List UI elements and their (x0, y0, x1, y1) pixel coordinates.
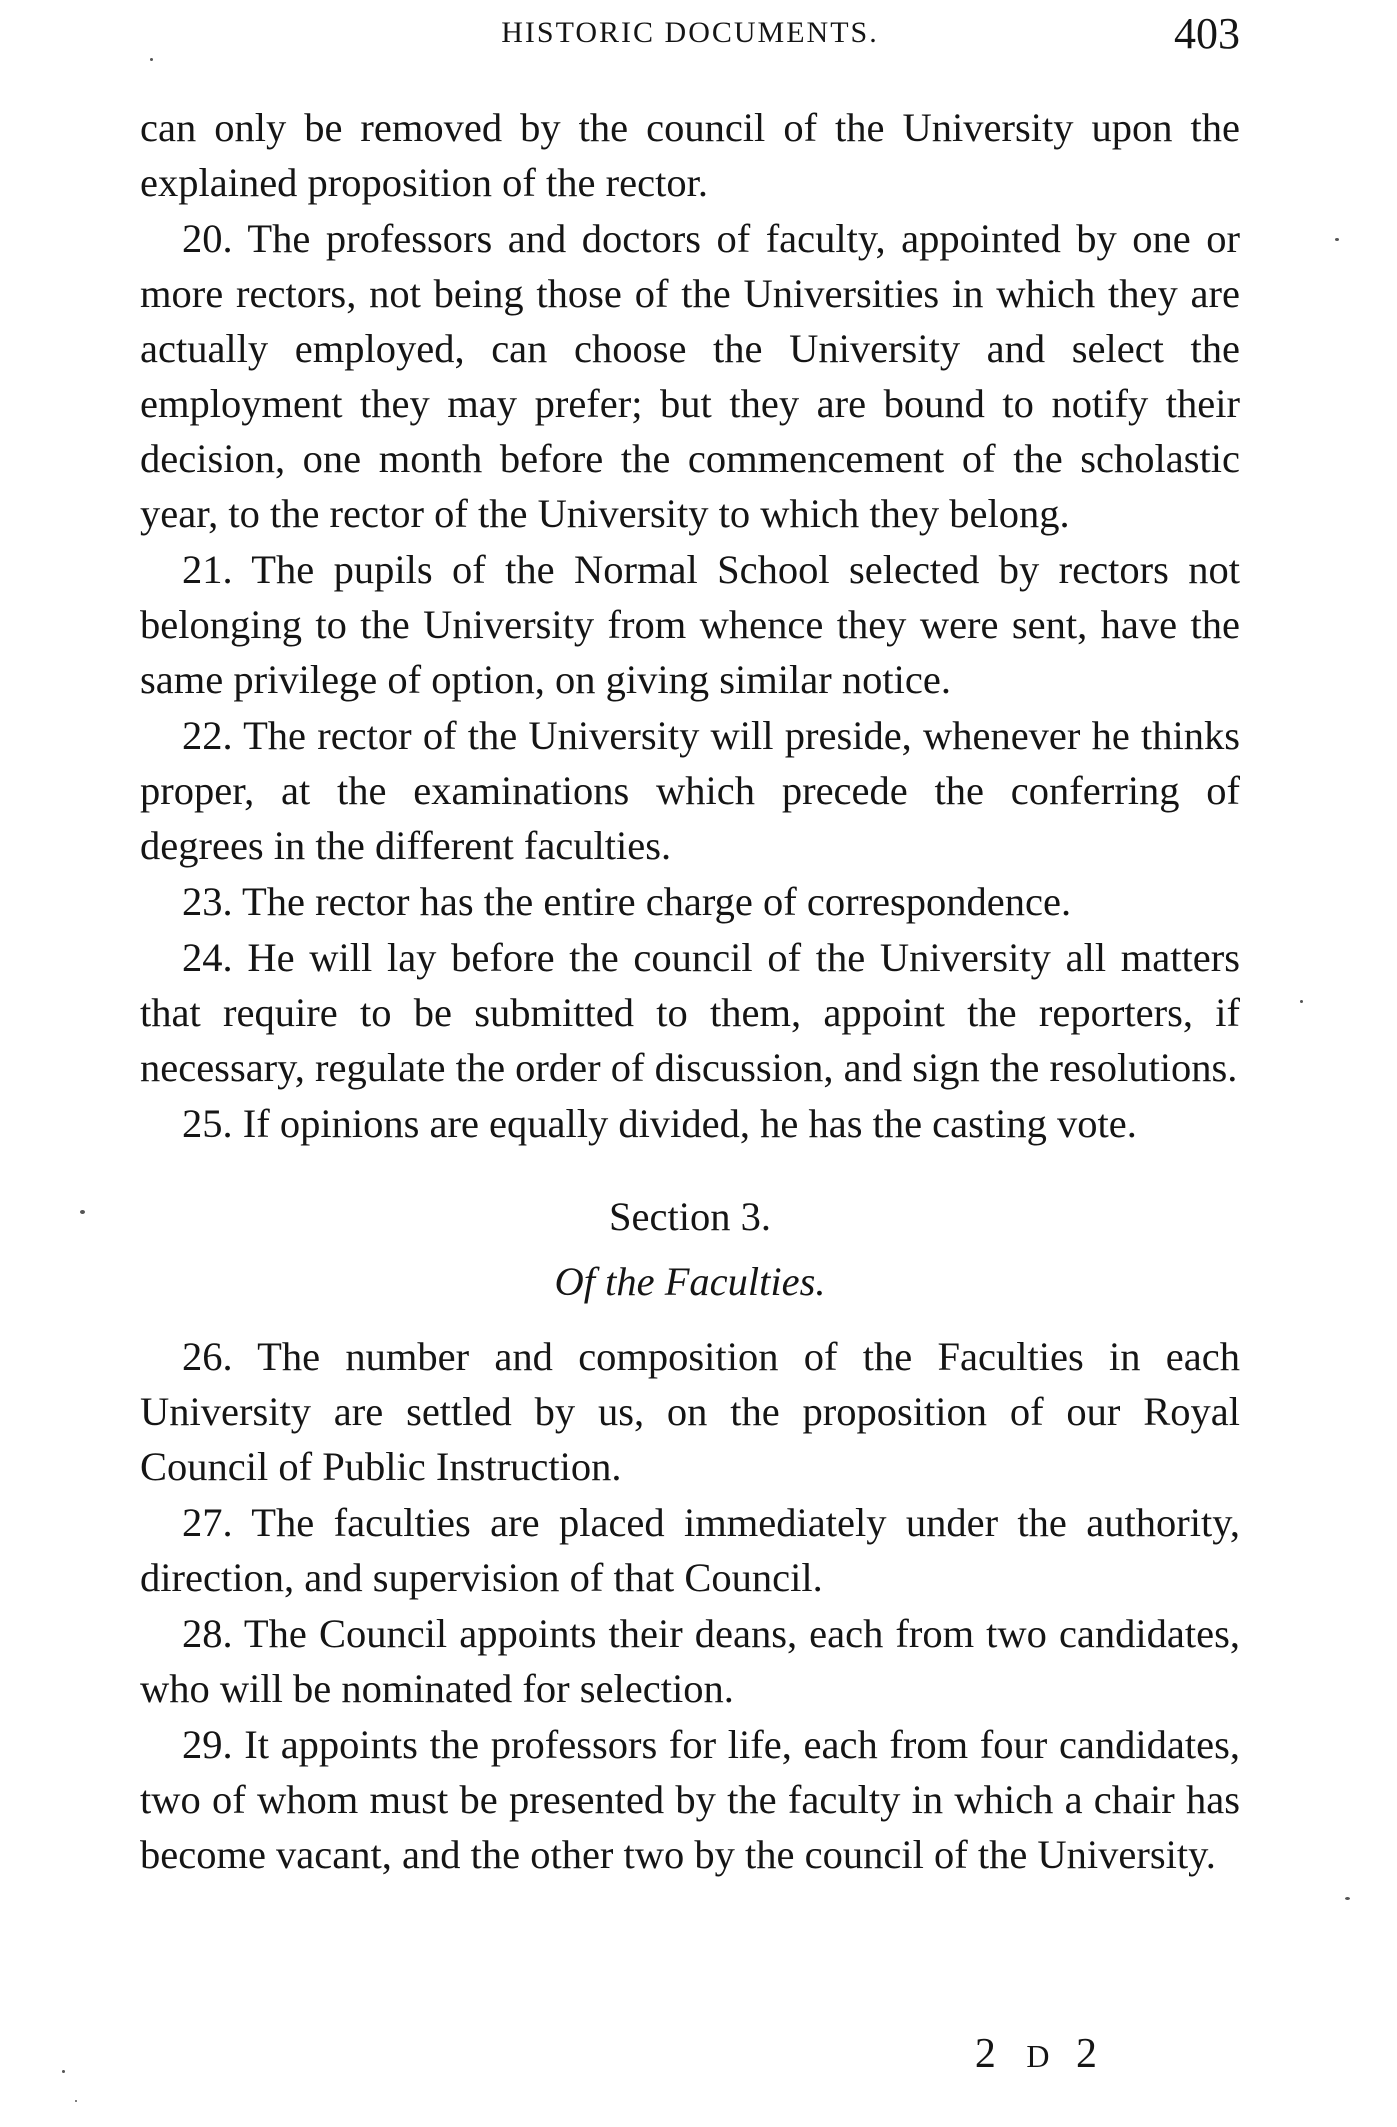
section-heading: Section 3. (609, 1194, 771, 1239)
paragraph-article-22: 22. The rector of the University will preside, whenever he thinks proper, at the examinations which precede the conferring of degrees in the different faculties. (140, 713, 1240, 868)
paragraph-article-28: 28. The Council appoints their deans, each from two candidates, who will be nominated for selection. (140, 1611, 1240, 1711)
paragraph-article-29: 29. It appoints the professors for life, each from four candidates, two of whom must be presented by the faculty in which a chair has become vacant, and the other two by the council of the University. (140, 1722, 1240, 1877)
paragraph-article-27: 27. The faculties are placed immediately under the authority, direction, and supervision of that Council. (140, 1500, 1240, 1600)
paragraph-article-21: 21. The pupils of the Normal School selected by rectors not belonging to the University from whence they were sent, have the same privilege of option, on giving similar notice. (140, 547, 1240, 702)
signature-mid: D (1026, 2038, 1056, 2074)
scan-speck (1335, 238, 1339, 241)
signature-left: 2 (974, 2031, 1006, 2077)
scan-speck (1300, 1000, 1303, 1003)
signature-mark (975, 2030, 1107, 2078)
running-title: HISTORIC DOCUMENTS. (501, 16, 879, 49)
scan-speck (150, 58, 153, 61)
paragraph-article-26: 26. The number and composition of the Faculties in each University are settled by us, on the proposition of our Royal Council of Public Instruction. (140, 1334, 1240, 1489)
section-subtitle: Of the Faculties. (554, 1259, 826, 1304)
signature-right: 2 (1076, 2031, 1107, 2077)
page-number: 403 (1174, 9, 1240, 58)
paragraph-article-23: 23. The rector has the entire charge of correspondence. (182, 879, 1072, 924)
scan-speck (80, 1210, 85, 1214)
paragraph-article-20: 20. The professors and doctors of faculty, appointed by one or more rectors, not being those of the Universities in which they are actually employed, can choose the University and select the employment they may prefer; but they are bound to notify their decision, one month before the commencement of the scholastic year, to the rector of the University to which they belong. (140, 216, 1240, 536)
body-text (140, 100, 1240, 1882)
paragraph-article-24: 24. He will lay before the council of the University all matters that require to be submitted to them, appoint the reporters, if necessary, regulate the order of discussion, and sign the resolutions. (140, 935, 1240, 1090)
scan-speck (1345, 1897, 1350, 1900)
scan-speck (62, 2070, 65, 2073)
running-head (140, 8, 1240, 68)
paragraph-article-25: 25. If opinions are equally divided, he has the casting vote. (182, 1101, 1137, 1146)
paragraph-continuation: can only be removed by the council of the University upon the explained proposition of the rector. (140, 105, 1240, 205)
scan-speck (75, 2100, 77, 2102)
